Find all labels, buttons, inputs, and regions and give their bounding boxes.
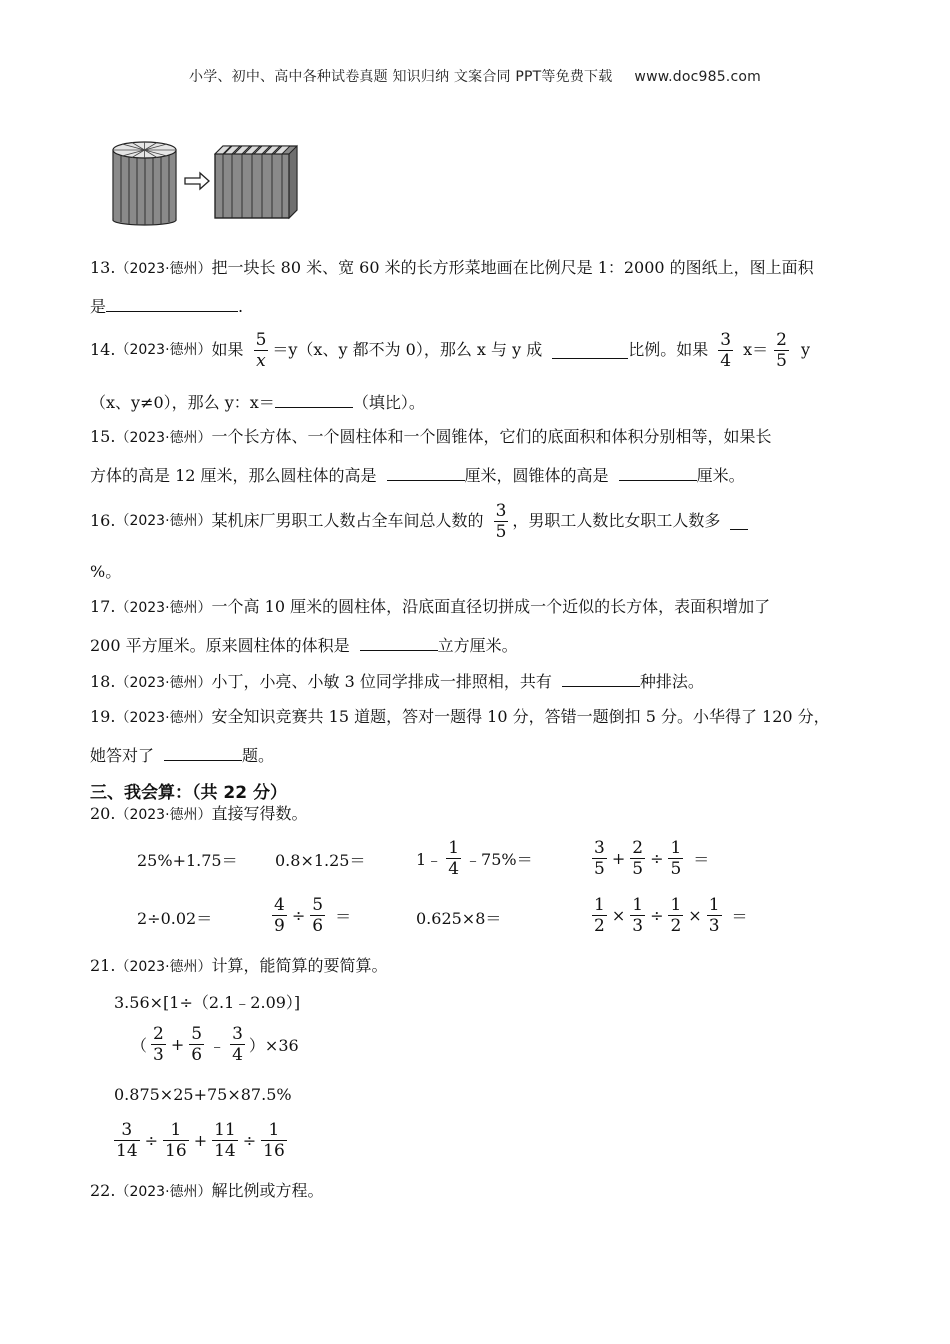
question-19-line2 [90,744,274,767]
q21-calc-1: 3.56×[1÷（2.1﹣2.09）] [114,993,301,1012]
q15-answer-blank-1[interactable] [387,464,465,481]
q14-fraction-2: $\frac{3}{4}$ [720,329,732,371]
q22-number: 22. [90,1181,116,1200]
q13-text: 把一块长 80 米、宽 60 米的长方形菜地画在比例尺是 1：2000 的图纸上，图上面积 [211,258,814,277]
q18-answer-blank[interactable] [562,670,640,687]
q16-number: 16. [90,511,116,530]
q13-text2: 是 [90,297,107,316]
q20-expr-5: 2÷0.02＝ [137,909,213,928]
q15-text2: 方体的高是 12 厘米，那么圆柱体的高是 [90,466,377,485]
q18-text: 小丁，小亮、小敏 3 位同学排成一排照相，共有 [211,672,552,691]
q16-percent: %。 [90,562,122,581]
q17-text: 一个高 10 厘米的圆柱体，沿底面直径切拼成一个近似的长方体，表面积增加了 [211,597,771,616]
q19-text: 安全知识竞赛共 15 道题，答对一题得 10 分，答错一题倒扣 5 分。小华得了 120 分， [211,707,830,726]
q15-text4: 厘米。 [696,466,745,485]
q20-expr-7: 0.625×8＝ [416,909,502,928]
q15-answer-blank-2[interactable] [619,464,697,481]
question-14 [90,330,810,370]
question-16 [90,500,748,542]
q20-expr-1: 25%+1.75＝ [137,851,238,870]
q19-text2: 她答对了 [90,746,155,765]
cylinder-cut-illustration [108,138,303,226]
q17-source: （2023·德州） [115,600,212,616]
q18-text2: 种排法。 [639,672,704,691]
question-16-line2 [90,561,121,583]
q16-source: （2023·德州） [115,513,212,529]
q20-source: （2023·德州） [115,807,212,823]
question-14-line2 [90,391,425,414]
q22-source: （2023·德州） [115,1184,212,1200]
q20-expr-3: 1﹣ $\frac{1}{4}$ ﹣75%＝ [416,838,533,879]
question-21 [90,955,388,978]
section-title: 三、我会算：（共 22 分） [90,783,287,803]
q21-calc-3: 0.875×25+75×87.5% [114,1085,292,1104]
question-15-line2 [90,464,745,487]
q13-answer-blank[interactable] [106,295,238,312]
question-13-line2 [90,295,243,318]
q20-number: 20. [90,804,116,823]
q16-answer-blank[interactable] [730,513,748,530]
question-20 [90,803,308,826]
q14-number: 14. [90,340,116,359]
q13-period: . [238,297,244,316]
q14-line2-text: （x、y≠0），那么 y：x＝ [90,393,275,412]
q19-text3: 题。 [242,746,275,765]
q21-number: 21. [90,956,116,975]
q19-number: 19. [90,707,116,726]
q15-number: 15. [90,427,116,446]
q21-calc-4: $\frac{3}{14}$ ÷ $\frac{1}{16}$ + $\frac{11}{14}$ ÷ $\frac{1}{16}$ [116,1120,285,1161]
q15-text3: 厘米，圆锥体的高是 [464,466,609,485]
q20-expr-2: 0.8×1.25＝ [275,851,366,870]
question-15 [90,426,772,449]
header-text: 小学、初中、高中各种试卷真题 知识归纳 文案合同 PPT等免费下载 [189,69,613,85]
q14-text: 如果 [211,340,244,359]
q14-line2-end: （填比）。 [352,393,425,412]
q22-text: 解比例或方程。 [211,1181,324,1200]
q14-answer-blank-2[interactable] [275,391,353,408]
q20-expr-8: $\frac{1}{2}$ × $\frac{1}{3}$ ÷ $\frac{1}{2}$ × $\frac{1}{3}$ ＝ [594,895,748,936]
q15-text: 一个长方体、一个圆柱体和一个圆锥体，它们的底面积和体积分别相等，如果长 [211,427,772,446]
q14-text-mid3: x＝ [743,340,769,359]
q14-text-mid1: ＝y（x、y 都不为 0），那么 x 与 y 成 [272,340,543,359]
question-13 [90,257,814,280]
q21-source: （2023·德州） [115,959,212,975]
q20-expr-4: $\frac{3}{5}$ + $\frac{2}{5}$ ÷ $\frac{1}{5}$ ＝ [594,838,710,879]
q21-calc-2: （ $\frac{2}{3}$ + $\frac{5}{6}$ ﹣ $\frac{3}{4}$ ）×36 [131,1024,299,1065]
q13-source: （2023·德州） [115,261,212,277]
question-19 [90,706,830,729]
question-17-line2 [90,634,518,657]
q16-text: 某机床厂男职工人数占全车间总人数的 [211,511,484,530]
question-18 [90,670,704,694]
q14-fraction-3: $\frac{2}{5}$ [776,329,787,371]
q14-fraction-1: $\frac{5}{x}$ [255,329,267,371]
question-22 [90,1180,324,1203]
page-header [0,66,950,86]
q14-text-end: y [800,340,811,359]
q19-source: （2023·德州） [115,710,212,726]
q14-source: （2023·德州） [115,342,212,358]
q19-answer-blank[interactable] [164,744,242,761]
q13-number: 13. [90,258,116,277]
q21-text: 计算，能简算的要简算。 [211,956,388,975]
q18-source: （2023·德州） [115,675,212,691]
q20-text: 直接写得数。 [211,804,308,823]
q14-answer-blank-1[interactable] [552,342,628,359]
q16-text2: ，男职工人数比女职工人数多 [512,511,721,530]
q17-text2: 200 平方厘米。原来圆柱体的体积是 [90,636,350,655]
q15-source: （2023·德州） [115,430,212,446]
q14-text-mid2: 比例。如果 [628,340,709,359]
q18-number: 18. [90,672,116,691]
question-17 [90,596,770,619]
q20-expr-6: $\frac{4}{9}$ ÷ $\frac{5}{6}$ ＝ [274,895,352,936]
q16-fraction: $\frac{3}{5}$ [495,500,507,542]
q17-text3: 立方厘米。 [437,636,518,655]
q17-answer-blank[interactable] [360,634,438,651]
header-site: www.doc985.com [634,69,761,85]
q17-number: 17. [90,597,116,616]
